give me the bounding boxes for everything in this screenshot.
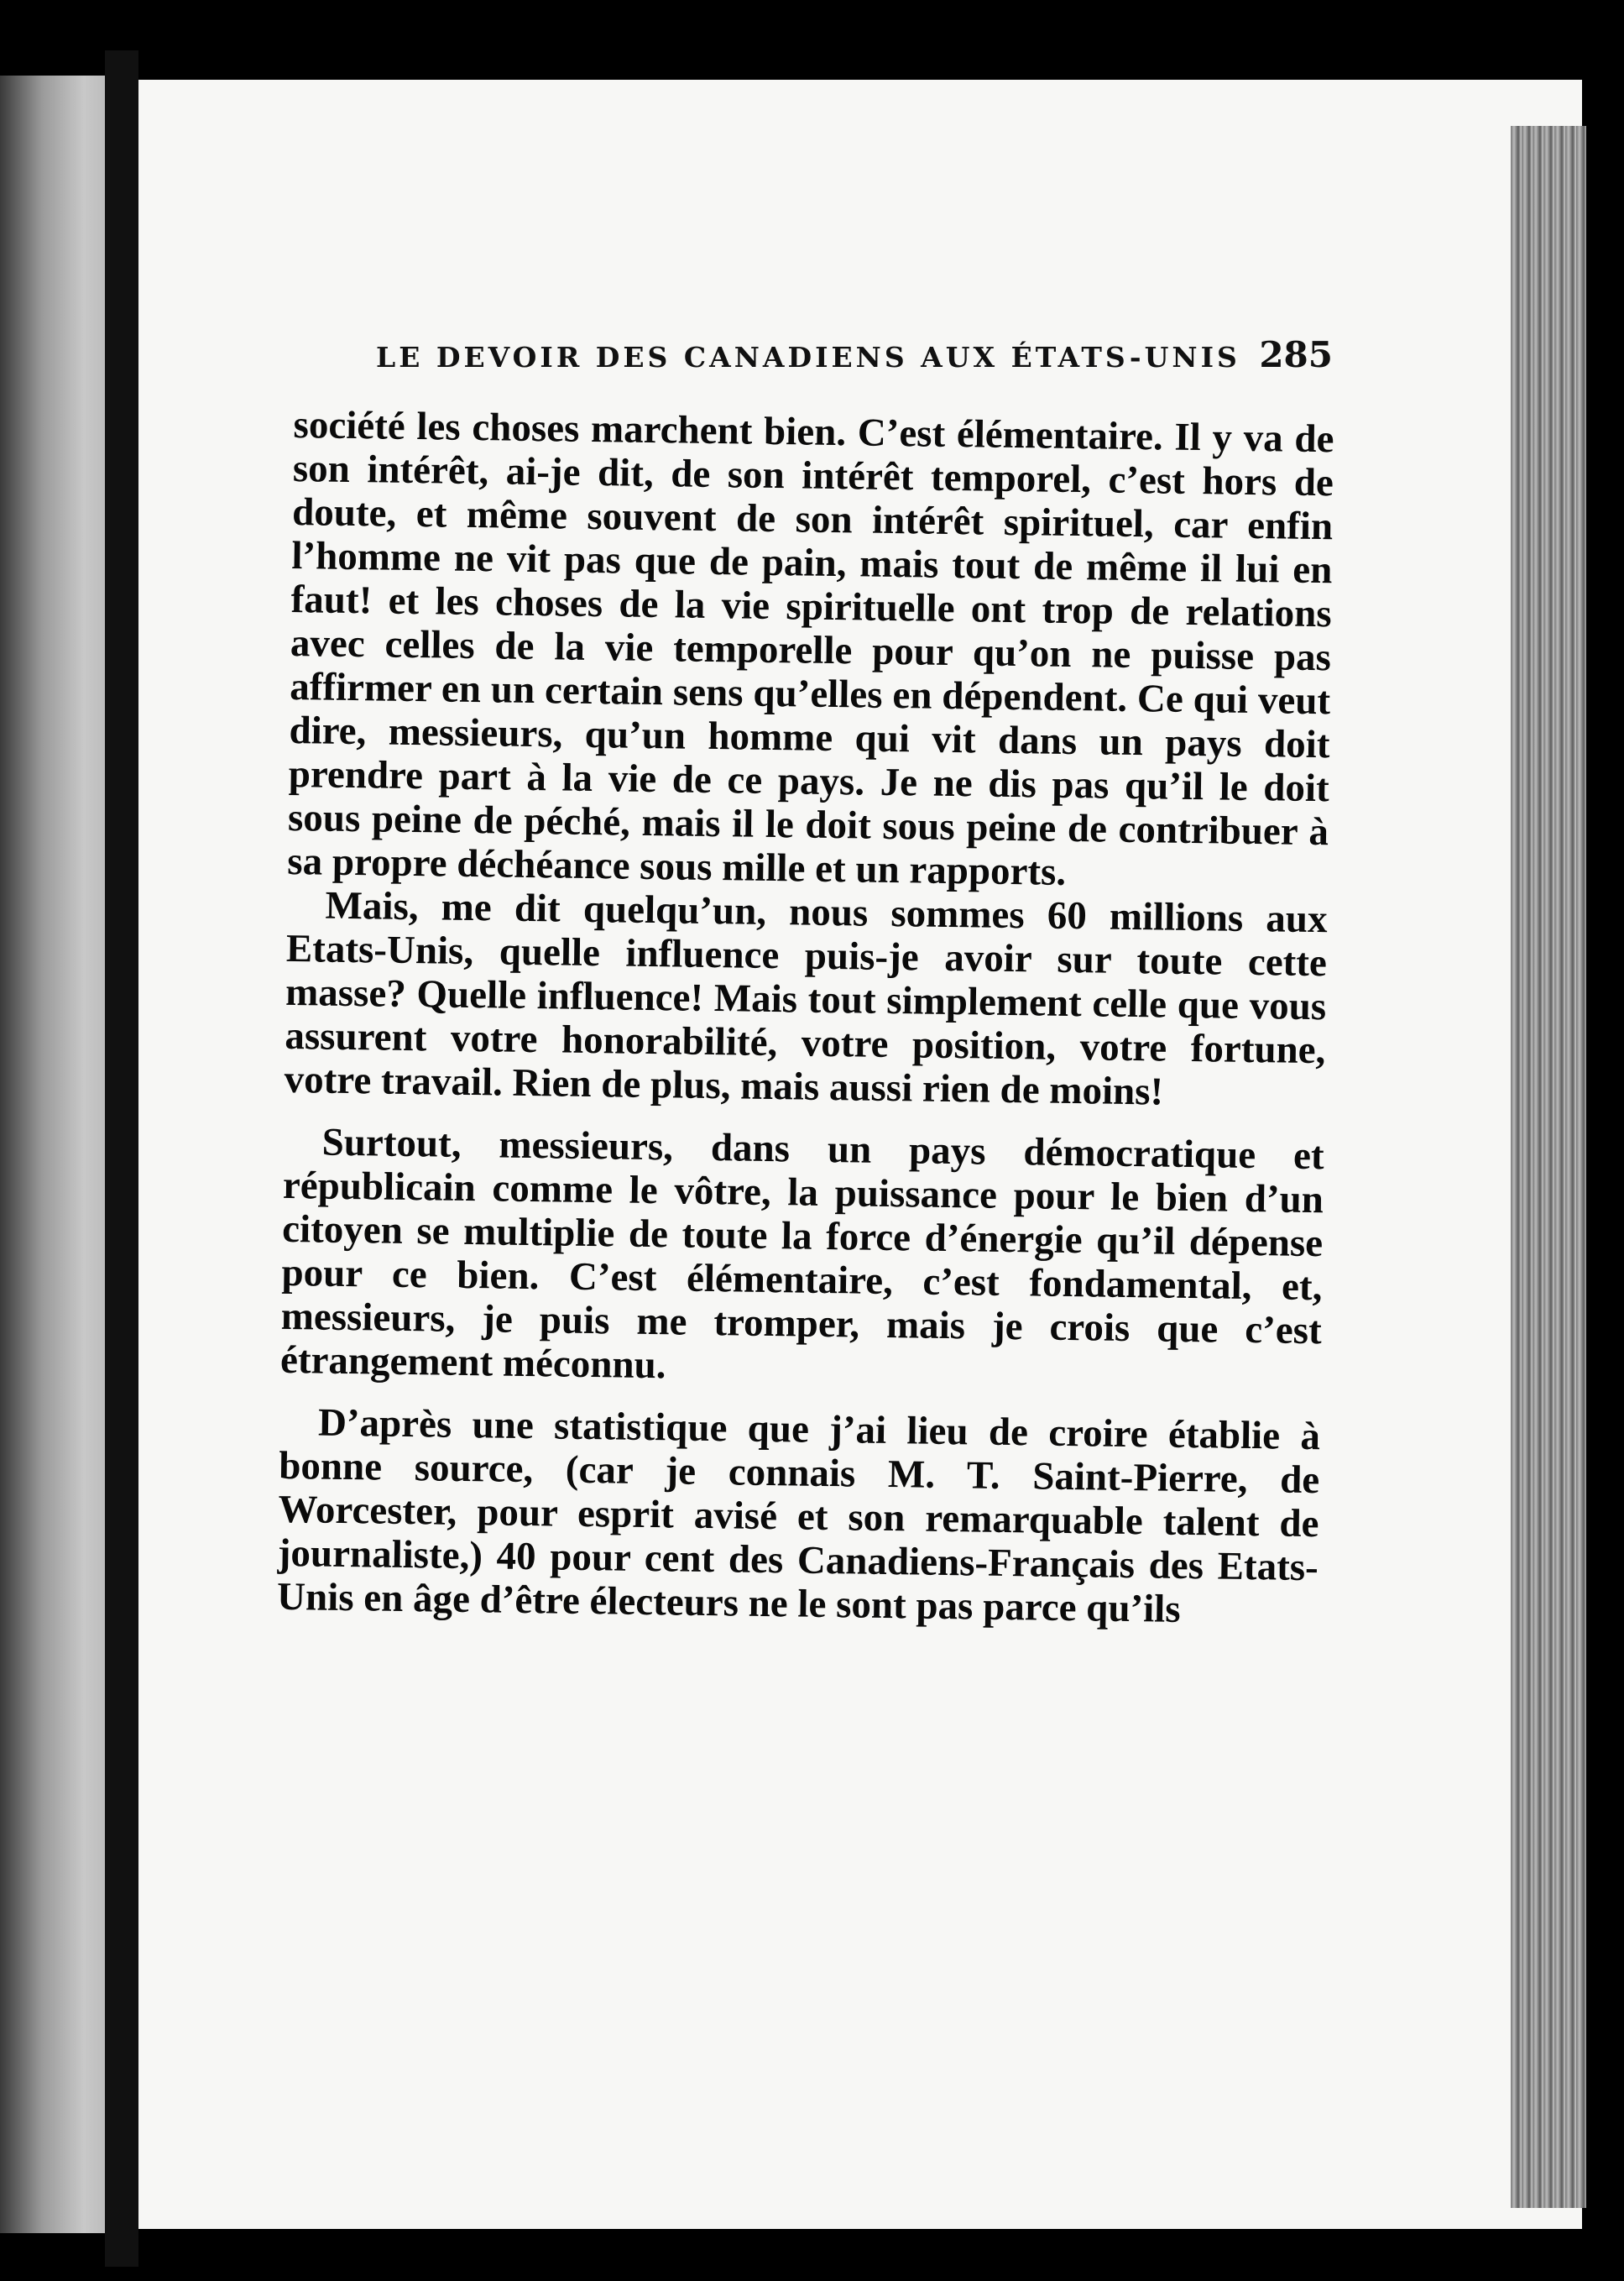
body-text: [277, 403, 1334, 1633]
paragraph-2: Mais, me dit quelqu’un, nous sommes 60 millions aux Etats-Unis, quelle influence puis-je avoir sur toute cette masse? Quelle influence! Mais tout simplement celle que vous assurent votre honorabilité, votre position, votre fortune, votre travail. Rien de plus, mais aussi rien de moins!: [284, 883, 1328, 1114]
paragraph-3: Surtout, messieurs, dans un pays démocratique et républicain comme le vôtre, la puissance pour le bien d’un citoyen se multiplie de toute la force d’énergie qu’il dépense pour ce bien. C’est élémentaire, c’est fondamental, et, messieurs, je puis me tromper, mais je crois que c’est étrangement méconnu.: [279, 1120, 1324, 1388]
left-page-edge: [0, 76, 105, 2233]
book-gutter: [105, 50, 138, 2267]
page-stack-edge: [1511, 126, 1586, 2208]
paragraph-4: D’après une statistique que j’ai lieu de croire établie à bonne source, (car je connais M. T. Saint-Pierre, de Worcester, pour esprit avisé et son remarquable talent de journaliste,) 40 pour cent des Canadiens-Français des Etats-Unis en âge d’être électeurs ne le sont pas parce qu’ils: [276, 1400, 1321, 1631]
paragraph-1: société les choses marchent bien. C’est élémentaire. Il y va de son intérêt, ai-je dit, de son intérêt temporel, c’est hors de doute, et même souvent de son intérêt spirituel, car enfin l’homme ne vit pas que de pain, mais tout de même il lui en faut! et les choses de la vie spirituelle ont trop de relations avec celles de la vie temporelle pour qu’on ne puisse pas affirmer en un certain sens qu’elles en dépendent. Ce qui veut dire, messieurs, qu’un homme qui vit dans un pays doit prendre part à la vie de ce pays. Je ne dis pas qu’il le doit sous peine de péché, mais il le doit sous peine de contribuer à sa propre déchéance sous mille et un rapports.: [287, 403, 1334, 894]
running-title: LE DEVOIR DES CANADIENS AUX ÉTATS-UNIS: [376, 341, 1240, 374]
page-number: 285: [1259, 334, 1333, 375]
running-head: [376, 334, 1333, 385]
